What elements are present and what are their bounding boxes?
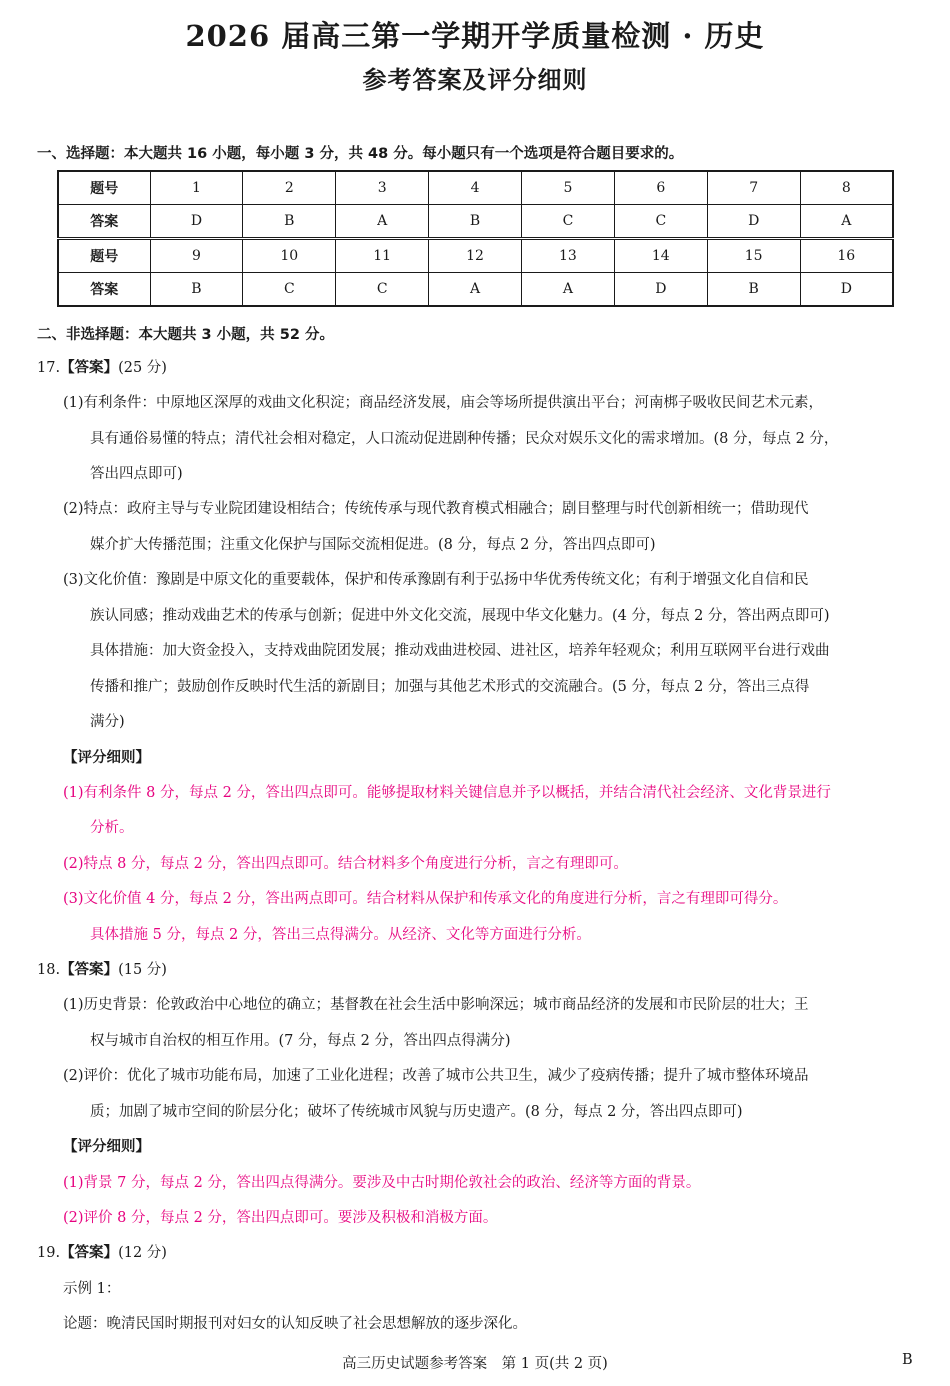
q17-answer-3-line: 族认同感；推动戏曲艺术的传承与创新；促进中外文化交流，展现中华文化魅力。(4 分，每点 2 分，答出两点即可) xyxy=(90,608,830,624)
question-number: 13 xyxy=(522,239,615,273)
q17-score: (25 分) xyxy=(118,360,167,376)
q18-rubric-1: (1)背景 7 分，每点 2 分，答出四点得满分。要涉及中古时期伦敦社会的政治、经济等方面的背景。 xyxy=(63,1175,701,1191)
q18-header xyxy=(37,960,167,980)
question-number: 11 xyxy=(336,239,429,273)
q17-answer-2-line: (2)特点：政府主导与专业院团建设相结合；传统传承与现代教育模式相融合；剧目整理与时代创新相统一；借助现代 xyxy=(63,501,809,517)
answer-cell: A xyxy=(800,205,893,239)
question-number: 14 xyxy=(614,239,707,273)
answer-cell: B xyxy=(243,205,336,239)
q17-answer-1-line: 具有通俗易懂的特点；清代社会相对稳定，人口流动促进剧种传播；民众对娱乐文化的需求增加。(8 分，每点 2 分， xyxy=(90,431,839,447)
section1-heading: 一、选择题：本大题共 16 小题，每小题 3 分，共 48 分。每小题只有一个选项是符合题目要求的。 xyxy=(37,146,684,162)
answer-cell: D xyxy=(707,205,800,239)
q17-rubric-title: 【评分细则】 xyxy=(63,750,150,766)
q18-answer-2-line: 质；加剧了城市空间的阶层分化；破坏了传统城市风貌与历史遗产。(8 分，每点 2 分，答出四点即可) xyxy=(90,1104,743,1120)
q18-answer-2-line: (2)评价：优化了城市功能布局，加速了工业化进程；改善了城市公共卫生，减少了疫病传播；提升了城市整体环境品 xyxy=(63,1068,809,1084)
answer-cell: C xyxy=(522,205,615,239)
page-title: 2026 届高三第一学期开学质量检测 · 历史 xyxy=(185,19,765,53)
q19-answer-tag: 【答案】 xyxy=(60,1245,119,1261)
question-number: 15 xyxy=(707,239,800,273)
q18-rubric-title: 【评分细则】 xyxy=(63,1139,150,1155)
answer-cell: A xyxy=(522,273,615,307)
question-number: 16 xyxy=(800,239,893,273)
answer-cell: C xyxy=(336,273,429,307)
q17-answer-3-line: 传播和推广；鼓励创作反映时代生活的新剧目；加强与其他艺术形式的交流融合。(5 分，每点 2 分，答出三点得 xyxy=(90,679,810,695)
row-label-number: 题号 xyxy=(58,239,150,273)
question-number: 2 xyxy=(243,171,336,205)
answer-cell: D xyxy=(614,273,707,307)
q17-rubric-2: (2)特点 8 分，每点 2 分，答出四点即可。结合材料多个角度进行分析，言之有理即可。 xyxy=(63,856,628,872)
q17-answer-1-line: 答出四点即可) xyxy=(90,466,183,482)
q17-rubric-3-line: (3)文化价值 4 分，每点 2 分，答出两点即可。结合材料从保护和传承文化的角度进行分析，言之有理即可得分。 xyxy=(63,891,788,907)
question-number: 5 xyxy=(522,171,615,205)
q17-number: 17. xyxy=(37,360,61,376)
row-label-answer: 答案 xyxy=(58,205,150,239)
q18-score: (15 分) xyxy=(118,962,167,978)
answer-cell: D xyxy=(150,205,243,239)
q19-example-label: 示例 1： xyxy=(63,1281,121,1297)
question-number: 7 xyxy=(707,171,800,205)
question-number: 12 xyxy=(429,239,522,273)
paper-version-mark: B xyxy=(902,1352,913,1368)
answer-cell: D xyxy=(800,273,893,307)
question-number: 6 xyxy=(614,171,707,205)
table-row xyxy=(58,239,893,273)
q17-answer-2-line: 媒介扩大传播范围；注重文化保护与国际交流相促进。(8 分，每点 2 分，答出四点即可) xyxy=(90,537,656,553)
answer-cell: A xyxy=(336,205,429,239)
table-row xyxy=(58,205,893,239)
q17-answer-3-line: 满分) xyxy=(90,714,125,730)
section2-heading: 二、非选择题：本大题共 3 小题，共 52 分。 xyxy=(37,327,334,343)
q17-header xyxy=(37,358,167,378)
q17-rubric-1-line: (1)有利条件 8 分，每点 2 分，答出四点即可。能够提取材料关键信息并予以概括，并结合清代社会经济、文化背景进行 xyxy=(63,785,831,801)
q18-answer-1-line: 权与城市自治权的相互作用。(7 分，每点 2 分，答出四点得满分) xyxy=(90,1033,511,1049)
row-label-number: 题号 xyxy=(58,171,150,205)
answer-table xyxy=(57,170,894,307)
table-row xyxy=(58,171,893,205)
answer-cell: B xyxy=(150,273,243,307)
answer-cell: A xyxy=(429,273,522,307)
q17-answer-tag: 【答案】 xyxy=(60,360,119,376)
answer-cell: C xyxy=(243,273,336,307)
answer-cell: B xyxy=(429,205,522,239)
question-number: 3 xyxy=(336,171,429,205)
q17-rubric-1-line: 分析。 xyxy=(90,820,134,836)
q17-answer-3-line: (3)文化价值：豫剧是中原文化的重要载体，保护和传承豫剧有利于弘扬中华优秀传统文化；有利于增强文化自信和民 xyxy=(63,572,809,588)
q18-rubric-2: (2)评价 8 分，每点 2 分，答出四点即可。要涉及积极和消极方面。 xyxy=(63,1210,498,1226)
question-number: 10 xyxy=(243,239,336,273)
q19-header xyxy=(37,1243,167,1263)
q18-answer-tag: 【答案】 xyxy=(60,962,119,978)
table-row xyxy=(58,273,893,307)
question-number: 4 xyxy=(429,171,522,205)
answer-cell: B xyxy=(707,273,800,307)
answer-cell: C xyxy=(614,205,707,239)
q18-answer-1-line: (1)历史背景：伦敦政治中心地位的确立；基督教在社会生活中影响深远；城市商品经济的发展和市民阶层的壮大；王 xyxy=(63,997,809,1013)
q19-number: 19. xyxy=(37,1245,61,1261)
question-number: 1 xyxy=(150,171,243,205)
question-number: 8 xyxy=(800,171,893,205)
row-label-answer: 答案 xyxy=(58,273,150,307)
page-footer: 高三历史试题参考答案 第 1 页(共 2 页) xyxy=(342,1356,608,1372)
q17-answer-3-line: 具体措施：加大资金投入，支持戏曲院团发展；推动戏曲进校园、进社区，培养年轻观众；利用互联网平台进行戏曲 xyxy=(90,643,830,659)
question-number: 9 xyxy=(150,239,243,273)
q18-number: 18. xyxy=(37,962,61,978)
q17-rubric-3-line: 具体措施 5 分，每点 2 分，答出三点得满分。从经济、文化等方面进行分析。 xyxy=(90,927,591,943)
q19-thesis: 论题：晚清民国时期报刊对妇女的认知反映了社会思想解放的逐步深化。 xyxy=(63,1316,527,1332)
page-subtitle: 参考答案及评分细则 xyxy=(362,65,588,94)
q17-answer-1-line: (1)有利条件：中原地区深厚的戏曲文化积淀；商品经济发展，庙会等场所提供演出平台；河南梆子吸收民间艺术元素， xyxy=(63,395,824,411)
q19-score: (12 分) xyxy=(118,1245,167,1261)
